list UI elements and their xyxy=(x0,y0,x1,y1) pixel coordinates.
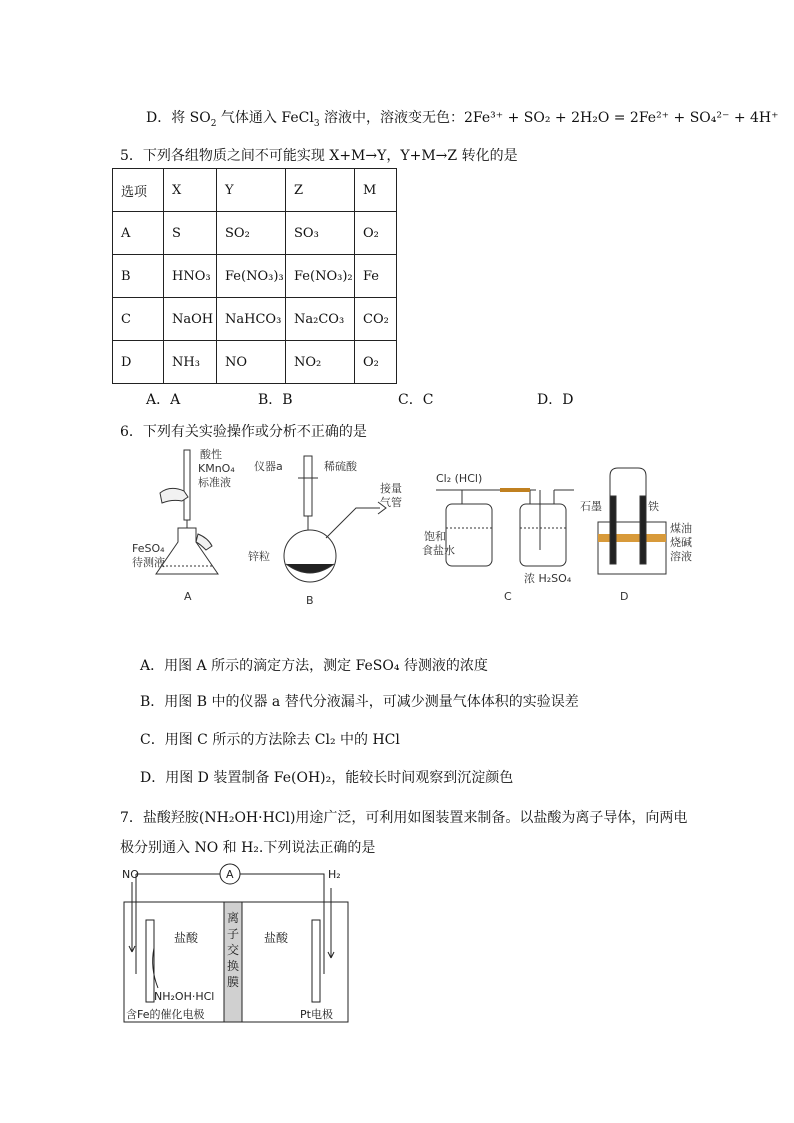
burette xyxy=(184,450,190,520)
fig-d-liquid-1: 煤油 xyxy=(670,522,692,535)
table-cell: D xyxy=(113,341,164,384)
table-cell: Fe(NO₃)₃ xyxy=(217,255,286,298)
fig-d-label: D xyxy=(620,590,629,603)
fig-a-label: A xyxy=(184,590,192,603)
gas-bottle-2 xyxy=(520,504,566,566)
membrane-char: 交 xyxy=(227,943,240,957)
fig-c-bottle-1a: 饱和 xyxy=(424,530,446,543)
fig-b-zinc: 锌粒 xyxy=(248,550,270,563)
table-cell: HNO₃ xyxy=(164,255,217,298)
table-cell: S xyxy=(164,212,217,255)
iron-electrode xyxy=(640,496,646,564)
table-cell: O₂ xyxy=(355,341,397,384)
fig-a-reagent-1: 酸性 xyxy=(200,448,222,461)
q7-question-line-2: 极分别通入 NO 和 H₂.下列说法正确的是 xyxy=(120,840,376,856)
table-cell: NaOH xyxy=(164,298,217,341)
header-cell: Z xyxy=(286,169,355,212)
fig-b-instrument: 仪器a xyxy=(254,460,283,473)
table-cell: NO xyxy=(217,341,286,384)
fig-c-bottle-1b: 食盐水 xyxy=(422,544,455,557)
q7-left-electrode-label: 含Fe的催化电极 xyxy=(126,1008,205,1021)
table-cell: A xyxy=(113,212,164,255)
fig-a-flask-1: FeSO₄ xyxy=(132,542,165,555)
membrane-char: 离 xyxy=(227,911,240,925)
fig-b-label: B xyxy=(306,594,314,607)
q6-option-a[interactable]: A．用图 A 所示的滴定方法，测定 FeSO₄ 待测液的浓度 xyxy=(140,658,488,674)
q7-right-electrode-label: Pt电极 xyxy=(300,1008,333,1021)
table-cell: B xyxy=(113,255,164,298)
q5-table xyxy=(112,168,397,384)
header-cell: 选项 xyxy=(113,169,164,212)
table-cell: CO₂ xyxy=(355,298,397,341)
right-electrode xyxy=(312,920,320,1002)
fig-c-gas: Cl₂ (HCl) xyxy=(436,472,483,485)
table-cell: SO₂ xyxy=(217,212,286,255)
fig-a-reagent-3: 标准液 xyxy=(198,476,231,489)
q7-right-solution: 盐酸 xyxy=(264,931,289,945)
membrane-char: 换 xyxy=(227,959,240,973)
q7-h2-label: H₂ xyxy=(328,868,341,881)
table-cell: SO₃ xyxy=(286,212,355,255)
header-cell: X xyxy=(164,169,217,212)
fig-b-out-1: 接量 xyxy=(380,482,402,495)
q5-choice-a[interactable]: A．A xyxy=(146,392,181,408)
fig-a-reagent-2: KMnO₄ xyxy=(198,462,235,475)
q5-choice-b[interactable]: B．B xyxy=(258,392,293,408)
table-cell: NH₃ xyxy=(164,341,217,384)
q6-option-d[interactable]: D．用图 D 装置制备 Fe(OH)₂，能较长时间观察到沉淀颜色 xyxy=(140,770,514,786)
table-cell: C xyxy=(113,298,164,341)
q6-figures xyxy=(132,448,700,608)
conical-flask xyxy=(156,528,218,574)
figure-c xyxy=(436,490,574,566)
membrane-char: 子 xyxy=(227,927,240,941)
table-row xyxy=(113,212,397,255)
table-cell: O₂ xyxy=(355,212,397,255)
header-cell: M xyxy=(355,169,397,212)
q7-no-label: NO xyxy=(122,868,139,881)
table-cell: Fe(NO₃)₂ xyxy=(286,255,355,298)
q5-choice-c[interactable]: C．C xyxy=(398,392,434,408)
q7-electrolysis-diagram xyxy=(118,862,358,1024)
beaker xyxy=(598,522,666,574)
q6-option-b[interactable]: B．用图 B 中的仪器 a 替代分液漏斗，可减少测量气体体积的实验误差 xyxy=(140,694,579,710)
fig-b-acid: 稀硫酸 xyxy=(324,460,357,473)
instrument-a xyxy=(304,456,312,516)
fig-d-liquid-3: 溶液 xyxy=(670,550,692,563)
graphite-electrode xyxy=(610,496,616,564)
table-row xyxy=(113,298,397,341)
fig-d-iron: 铁 xyxy=(648,500,659,513)
fig-d-liquid-2: 烧碱 xyxy=(670,536,692,549)
table-cell: NO₂ xyxy=(286,341,355,384)
figure-b xyxy=(284,456,386,582)
header-cell: Y xyxy=(217,169,286,212)
fig-c-bottle-2: 浓 H₂SO₄ xyxy=(524,572,572,585)
fig-a-flask-2: 待测液 xyxy=(132,556,165,569)
q5-question: 5．下列各组物质之间不可能实现 X+M→Y，Y+M→Z 转化的是 xyxy=(120,148,518,164)
table-cell: Fe xyxy=(355,255,397,298)
figure-d xyxy=(598,468,666,574)
table-cell: Na₂CO₃ xyxy=(286,298,355,341)
q6-option-c[interactable]: C．用图 C 所示的方法除去 Cl₂ 中的 HCl xyxy=(140,732,400,748)
q7-question-line-1: 7．盐酸羟胺(NH₂OH·HCl)用途广泛，可利用如图装置来制备。以盐酸为离子导体，向两电 xyxy=(120,810,688,826)
table-cell: NaHCO₃ xyxy=(217,298,286,341)
q7-left-solution: 盐酸 xyxy=(174,931,199,945)
membrane-char: 膜 xyxy=(227,975,240,989)
q7-product: NH₂OH·HCl xyxy=(154,990,215,1003)
q4-equation: 2Fe³⁺ + SO₂ + 2H₂O = 2Fe²⁺ + SO₄²⁻ + 4H⁺ xyxy=(464,110,779,126)
q5-choice-d[interactable]: D．D xyxy=(537,392,574,408)
q7-ammeter-label: A xyxy=(226,868,234,881)
table-row xyxy=(113,255,397,298)
q4-option-d: D．将 $SO_2$ 气体通入 FeCl$_3$ 溶液中，溶液变无色：2Fe³⁺ + SO₂ + 2H₂O = 2Fe²⁺ + SO₄²⁻ + 4H⁺ xyxy=(146,110,779,129)
fig-c-label: C xyxy=(504,590,512,603)
table-header-row xyxy=(113,169,397,212)
fig-b-out-2: 气管 xyxy=(380,496,402,509)
table-row xyxy=(113,341,397,384)
fig-d-graphite: 石墨 xyxy=(580,500,602,513)
q6-question: 6．下列有关实验操作或分析不正确的是 xyxy=(120,424,367,440)
round-flask xyxy=(284,530,336,582)
